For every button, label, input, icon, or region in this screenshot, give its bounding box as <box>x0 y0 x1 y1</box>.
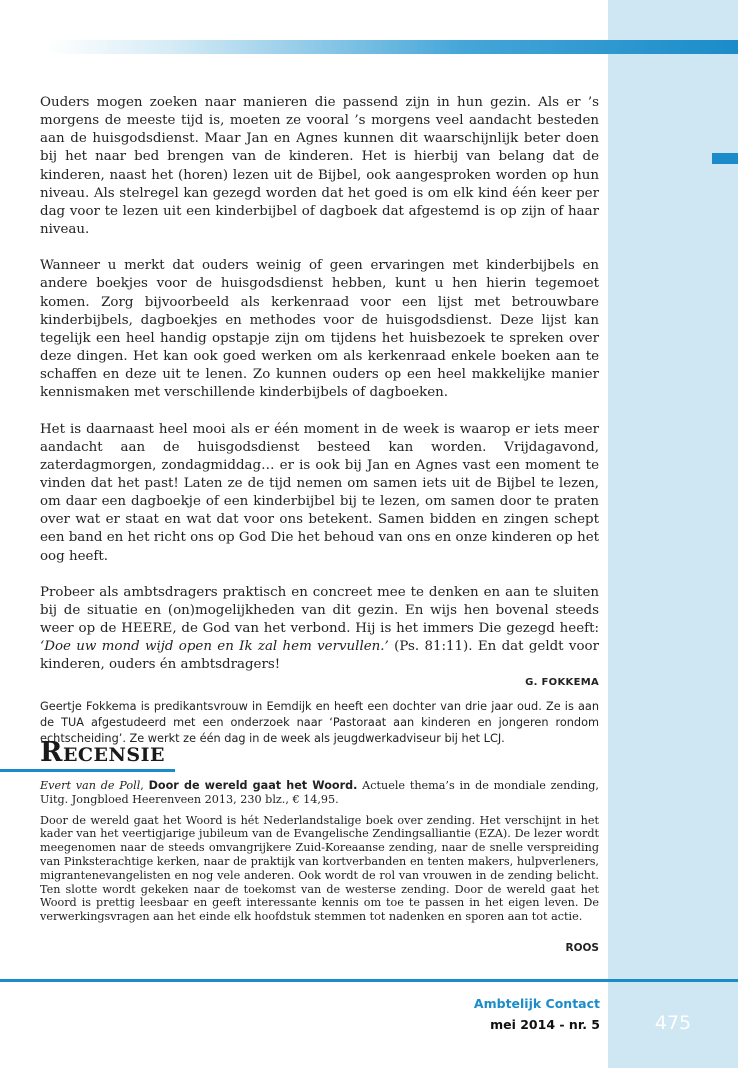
book-reference <box>40 779 599 807</box>
section-marker-tab <box>712 153 738 164</box>
author-bio: Geertje Fokkema is predikantsvrouw in Eemdijk en heeft een dochter van drie jaar oud. Ze is aan de TUA afgestudeerd met een onderzoek naar ‘Pastoraat aan kinderen en jongeren rondom echtscheiding’. Ze werkt ze één dag in de week als jeugdwerkadviseur bij het LCJ. <box>40 699 599 745</box>
article-paragraph: Ouders mogen zoeken naar manieren die passend zijn in hun gezin. Als er ’s morgens de meeste tijd is, moeten ze vooral ’s morgens veel aandacht besteden aan de huisgodsdienst. Maar Jan en Agnes kunnen dit waarschijnlijk beter doen bij het naar bed brengen van de kinderen. Het is hierbij van belang dat de kinderen, naast het (horen) lezen uit de Bijbel, ook aangesproken worden op hun niveau. Als stelregel kan gezegd worden dat het goed is om elk kind één keer per dag voor te lezen uit een kinderbijbel of dagboek dat afgestemd is op zijn of haar niveau. <box>40 95 599 238</box>
review-text: Door de wereld gaat het Woord is hét Nederlandstalige boek over zending. Het verschijnt in het kader van het veertigjarige jubileum van de Evangelische Zendingsalliantie (EZA). De lezer wordt meegenomen naar de steeds omvangrijkere Zuid-Koreaanse zending, naar de snelle verspreiding van Pinksterachtige kerken, naar de praktijk van kortverbanden en tenten makers, hulpverleners, migrantenevangelisten en nog vele anderen. Ook wordt de rol van vrouwen in de zending belicht. Ten slotte wordt gekeken naar de toekomst van de westerse zending. Door de wereld gaat het Woord is prettig leesbaar en geeft interessante kennis om toe te passen in het eigen leven. De verwerkingsvragen aan het einde elk hoofdstuk stemmen tot nadenken en sporen aan tot actie. <box>40 813 599 924</box>
article-paragraph-closing <box>40 584 599 675</box>
closing-text-end: (Ps. 81:11). En dat geldt voor kinderen, ouders én ambtsdragers! <box>40 639 599 673</box>
section-title-underline <box>0 769 175 772</box>
author-signature: G. FOKKEMA <box>525 676 599 688</box>
header-gradient-bar <box>48 40 738 54</box>
bible-quote: ‘Doe uw mond wijd open en Ik zal hem vervullen.’ <box>40 639 389 655</box>
section-title: Recensie <box>40 737 165 768</box>
closing-text-start: Probeer als ambtsdragers praktisch en concreet mee te denken en aan te sluiten bij de situatie en (on)mogelijkheden van dit gezin. En wijs hen bovenal steeds weer op de HEERE, de God van het verbond. Hij is het immers Die gezegd heeft: <box>40 584 599 637</box>
footer-rule <box>0 979 738 982</box>
issue-info: mei 2014 - nr. 5 <box>490 1017 600 1032</box>
book-review <box>40 779 599 931</box>
recensie-header <box>40 738 165 768</box>
page-number: 475 <box>654 1012 692 1034</box>
magazine-name: Ambtelijk Contact <box>473 996 600 1011</box>
book-details: Actuele thema’s in de mondiale zending, Uitg. Jongbloed Heerenveen 2013, 230 blz., € 14,95. <box>40 779 599 806</box>
article-paragraph: Het is daarnaast heel mooi als er één moment in de week is waarop er iets meer aandacht aan de huisgodsdienst besteed kan worden. Vrijdagavond, zaterdagmorgen, zondagmiddag… er is ook bij Jan en Agnes vast een moment te vinden dat het past! Laten ze de tijd nemen om samen iets uit de Bijbel te lezen, om daar een dagboekje of een kinderbijbel bij te lezen, om samen door te praten over wat er staat en wat dat voor ons betekent. Samen bidden en zingen schept een band en het richt ons op God Die het behoud van ons en onze kinderen op het oog heeft. <box>40 421 600 564</box>
article-body <box>40 94 599 747</box>
separator: , <box>140 779 149 792</box>
article-paragraph: Wanneer u merkt dat ouders weinig of geen ervaringen met kinderbijbels en andere boekjes voor de huisgodsdienst hebben, kunt u hen hierin tegemoet komen. Zorg bijvoorbeeld als kerkenraad voor een lijst met betrouwbare kinderbijbels, dagboekjes en methodes voor de huisgodsdienst. Deze lijst kan tegelijk een heel handig opstapje zijn om tijdens het huisbezoek te spreken over deze dingen. Het kan ook goed werken om als kerkenraad enkele boeken aan te schaffen en deze uit te lenen. Zo kunnen ouders op een heel makkelijke manier kennismaken met verschillende kinderbijbels of dagboeken. <box>40 258 599 401</box>
book-title: Door de wereld gaat het Woord. <box>148 779 358 792</box>
review-signature: ROOS <box>565 942 599 954</box>
book-author: Evert van de Poll <box>40 779 141 792</box>
